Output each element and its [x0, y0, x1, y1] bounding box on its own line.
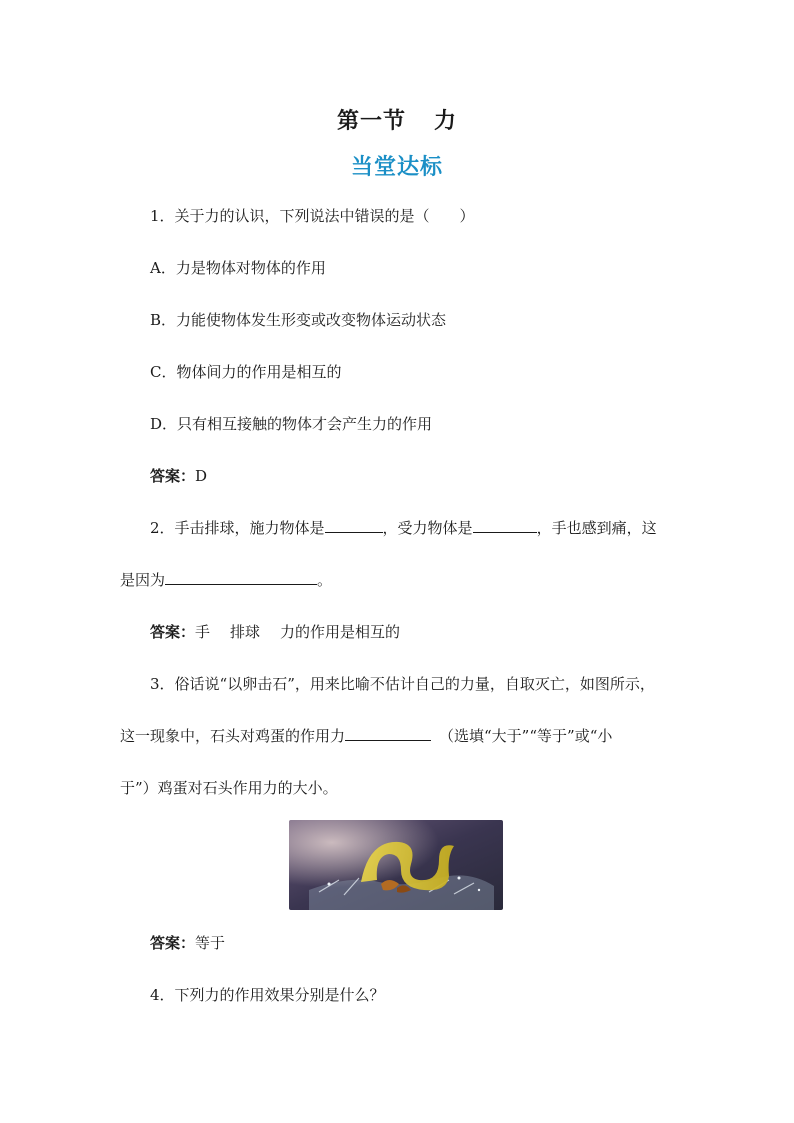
q2-answer-1: 手: [195, 623, 211, 641]
q1-answer-value: D: [195, 467, 208, 485]
q1-option-c: C．物体间力的作用是相互的: [150, 363, 342, 381]
section-title: [0, 104, 794, 135]
q2-answer-3: 力的作用是相互的: [280, 623, 401, 641]
q3-line1: 3．俗话说“以卵击石”，用来比喻不估计自己的力量，自取灭亡，如图所示，: [150, 675, 655, 693]
q3-blank[interactable]: [345, 726, 431, 741]
q3-line2: [120, 726, 612, 746]
q2-blank-3[interactable]: [165, 570, 317, 585]
q1-answer-label: 答案：: [150, 467, 196, 485]
q2-line2: [120, 570, 332, 590]
q3-line2b: （选填“大于”“等于”或“小: [439, 727, 613, 745]
q2-answer: [150, 622, 400, 642]
q2-answer-2: 排球: [230, 623, 261, 641]
subtitle: 当堂达标: [350, 155, 443, 180]
section-title-topic: 力: [434, 108, 458, 134]
q2-line1: [150, 518, 657, 538]
q3-answer-value: 等于: [195, 934, 226, 952]
q2-part4: 是因为: [120, 571, 166, 589]
q1-answer: [150, 466, 207, 486]
q2-part1: 2．手击排球，施力物体是: [150, 519, 325, 537]
egg-hitting-stone-photo: [289, 820, 503, 910]
q1-stem: 1．关于力的认识，下列说法中错误的是（ ）: [150, 207, 475, 225]
q4-stem: 4．下列力的作用效果分别是什么？: [150, 986, 385, 1004]
q2-answer-label: 答案：: [150, 623, 196, 641]
q2-blank-1[interactable]: [325, 518, 383, 533]
q1-option-b: B．力能使物体发生形变或改变物体运动状态: [150, 311, 447, 329]
q1-option-d: D．只有相互接触的物体才会产生力的作用: [150, 415, 433, 433]
q2-part5: 。: [317, 571, 333, 589]
q2-blank-2[interactable]: [473, 518, 537, 533]
q3-answer-label: 答案：: [150, 934, 196, 952]
section-title-number: 第一节: [336, 108, 406, 134]
q3-line3: 于”）鸡蛋对石头作用力的大小。: [120, 779, 338, 797]
q2-part3: ，手也感到痛，这: [536, 519, 657, 537]
q1-option-a: A．力是物体对物体的作用: [150, 259, 326, 277]
q2-part2: ，受力物体是: [382, 519, 473, 537]
q3-line2a: 这一现象中，石头对鸡蛋的作用力: [120, 727, 346, 745]
q3-answer: [150, 933, 225, 953]
